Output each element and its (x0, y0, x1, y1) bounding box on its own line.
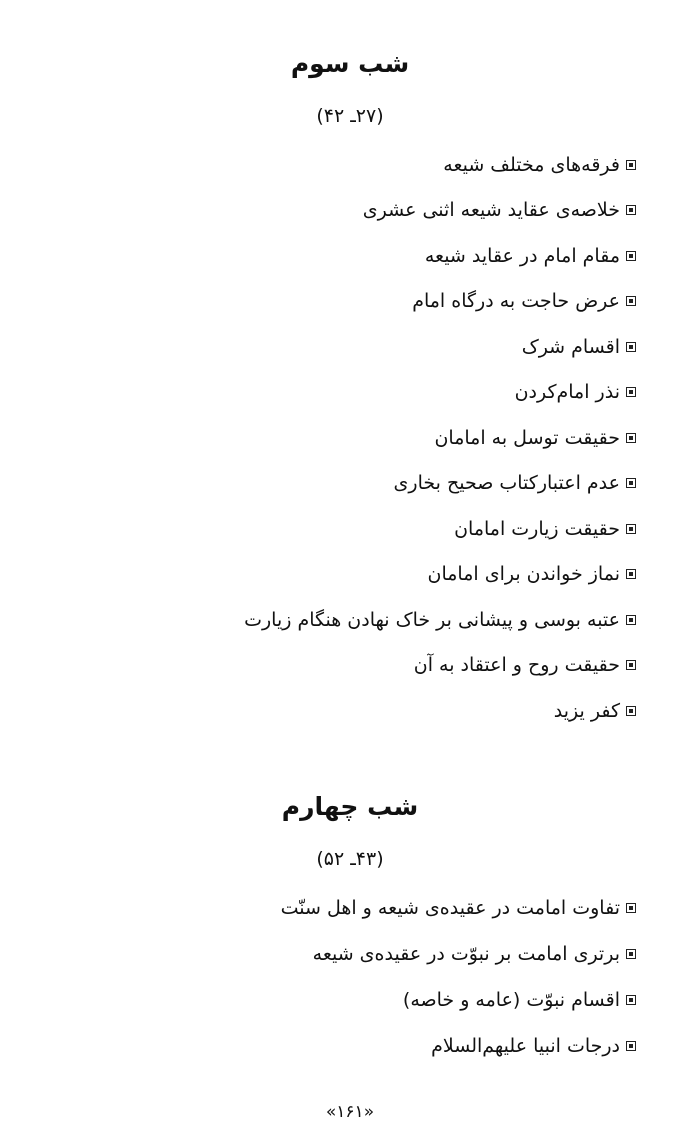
topic-text: نماز خواندن برای امامان (427, 563, 620, 586)
square-bullet-icon (626, 615, 636, 625)
list-item (36, 370, 636, 416)
list-item (36, 643, 636, 689)
square-bullet-icon (626, 296, 636, 306)
section-3-topic-list (36, 142, 636, 734)
topic-text: فرقه‌های مختلف شیعه (443, 153, 620, 176)
topic-text: عرض حاجت به درگاه امام (412, 290, 620, 313)
square-bullet-icon (626, 995, 636, 1005)
topic-text: حقیقت توسل به امامان (434, 426, 620, 449)
list-item (36, 597, 636, 643)
topic-text: عتبه بوسی و پیشانی بر خاک نهادن هنگام زیارت (244, 608, 620, 631)
list-item (36, 324, 636, 370)
list-item (36, 506, 636, 552)
square-bullet-icon (626, 660, 636, 670)
list-item (36, 415, 636, 461)
square-bullet-icon (626, 478, 636, 488)
list-item (36, 279, 636, 325)
topic-text: اقسام نبوّت (عامه و خاصه) (402, 989, 620, 1011)
section-4-page-range: (۴۳ـ ۵۲) (316, 848, 384, 870)
topic-text: برتری امامت بر نبوّت در عقیده‌ی شیعه (312, 943, 620, 965)
list-item (36, 188, 636, 234)
topic-text: اقسام شرک (521, 335, 620, 358)
square-bullet-icon (626, 524, 636, 534)
square-bullet-icon (626, 949, 636, 959)
topic-text: تفاوت امامت در عقیده‌ی شیعه و اهل سنّت (280, 897, 620, 919)
page-number: «۱۶۱» (325, 1102, 375, 1122)
square-bullet-icon (626, 160, 636, 170)
topic-text: خلاصه‌ی عقاید شیعه اثنی عشری (362, 199, 620, 222)
topic-text: کفر یزید (553, 699, 620, 722)
square-bullet-icon (626, 205, 636, 215)
square-bullet-icon (626, 706, 636, 716)
topic-text: درجات انبیا علیهم‌السلام (431, 1035, 620, 1057)
topic-text: حقیقت زیارت امامان (454, 517, 620, 540)
list-item (36, 931, 636, 977)
section-4-title: شب چهارم (281, 792, 419, 821)
square-bullet-icon (626, 1041, 636, 1051)
section-3-title: شب سوم (290, 49, 410, 78)
list-item (36, 977, 636, 1023)
topic-text: نذر امام‌کردن (514, 381, 620, 404)
section-3-page-range: (۲۷ـ ۴۲) (316, 105, 384, 127)
square-bullet-icon (626, 433, 636, 443)
topic-text: حقیقت روح و اعتقاد به آن (413, 654, 620, 677)
list-item (36, 142, 636, 188)
topic-text: عدم اعتبار‌کتاب صحیح بخاری (393, 472, 620, 495)
square-bullet-icon (626, 903, 636, 913)
list-item (36, 1023, 636, 1069)
list-item (36, 552, 636, 598)
list-item (36, 461, 636, 507)
list-item (36, 233, 636, 279)
square-bullet-icon (626, 569, 636, 579)
list-item (36, 688, 636, 734)
topic-text: مقام امام در عقاید شیعه (424, 244, 620, 267)
square-bullet-icon (626, 387, 636, 397)
square-bullet-icon (626, 251, 636, 261)
list-item (36, 885, 636, 931)
square-bullet-icon (626, 342, 636, 352)
section-4-topic-list (36, 885, 636, 1069)
